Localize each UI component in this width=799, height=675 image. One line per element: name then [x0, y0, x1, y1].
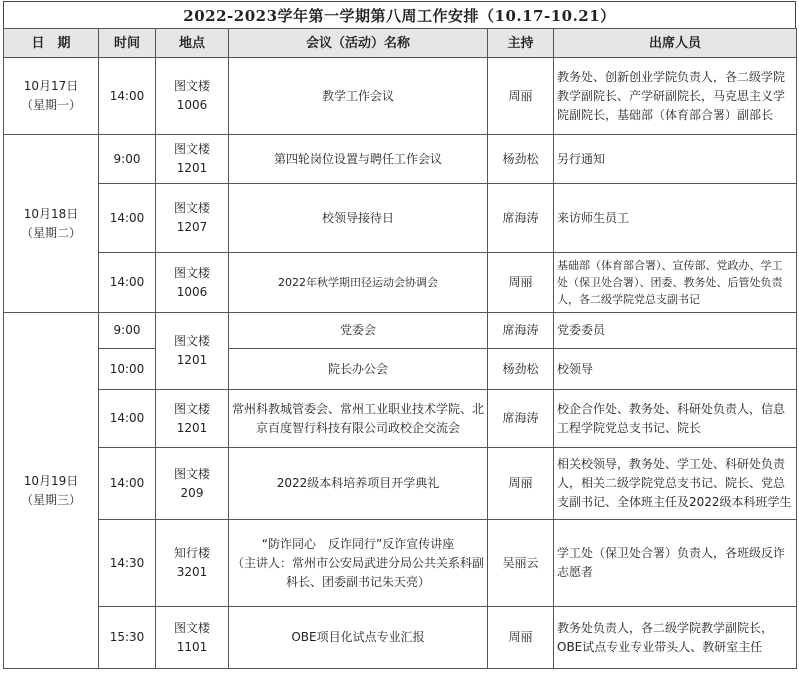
location-room: 1201 [176, 420, 208, 435]
meeting-cell: 第四轮岗位设置与聘任工作会议 [229, 135, 488, 184]
attendees-cell: 另行通知 [554, 135, 797, 184]
host-cell: 席海涛 [488, 313, 554, 349]
meeting-cell: 教学工作会议 [229, 58, 488, 135]
host-cell: 席海涛 [488, 390, 554, 448]
day-weekday: （星期一） [20, 98, 81, 112]
table-row [4, 607, 797, 669]
location-room: 1207 [176, 220, 208, 234]
header-time: 时间 [99, 29, 156, 58]
host-cell: 周丽 [488, 58, 554, 135]
location-building: 图文楼 [173, 401, 210, 416]
day-cell [4, 58, 99, 135]
meeting-cell: 党委会 [229, 313, 488, 349]
meeting-cell: 2022年秋学期田径运动会协调会 [229, 253, 488, 313]
location-cell [156, 253, 229, 313]
table-row [4, 313, 797, 349]
location-room: 1201 [176, 353, 208, 367]
table-row [4, 135, 797, 184]
location-building: 图文楼 [173, 466, 210, 481]
header-attendees: 出席人员 [554, 29, 797, 58]
location-room: 1006 [176, 98, 208, 112]
location-cell [156, 313, 229, 390]
attendees-cell: 相关校领导，教务处、学工处、科研处负责人，相关二级学院党总支书记、院长、党总支副书记、全体班主任及2022级本科班学生 [554, 448, 797, 520]
location-room: 209 [180, 485, 204, 500]
attendees-cell: 党委委员 [554, 313, 797, 349]
host-cell: 周丽 [488, 253, 554, 313]
host-cell: 席海涛 [488, 184, 554, 253]
day-date: 10月19日 [23, 473, 79, 488]
location-building: 图文楼 [173, 334, 210, 348]
location-building: 图文楼 [173, 265, 210, 280]
location-room: 1201 [176, 161, 208, 175]
time-cell: 14:00 [99, 184, 156, 253]
table-row [4, 253, 797, 313]
time-cell: 15:30 [99, 607, 156, 669]
header-host: 主持 [488, 29, 554, 58]
attendees-cell: 校领导 [554, 349, 797, 390]
table-row [4, 520, 797, 607]
location-cell [156, 135, 229, 184]
location-room: 1101 [176, 639, 208, 654]
time-cell: 14:00 [99, 58, 156, 135]
table-row [4, 58, 797, 135]
host-cell: 杨劲松 [488, 135, 554, 184]
meeting-cell: OBE项目化试点专业汇报 [229, 607, 488, 669]
day-date: 10月17日 [23, 79, 79, 93]
time-cell: 14:30 [99, 520, 156, 607]
meeting-speaker: （主讲人：常州市公安局武进分局公共关系科副科长、团委副书记朱天亮） [232, 555, 485, 589]
schedule-table [3, 28, 797, 669]
host-cell: 吴丽云 [488, 520, 554, 607]
host-cell: 杨劲松 [488, 349, 554, 390]
attendees-cell: 学工处（保卫处合署）负责人，各班级反诈志愿者 [554, 520, 797, 607]
location-building: 图文楼 [173, 201, 210, 215]
header-date: 日 期 [4, 29, 99, 58]
header-location: 地点 [156, 29, 229, 58]
host-cell: 周丽 [488, 607, 554, 669]
meeting-cell: 2022级本科培养项目开学典礼 [229, 448, 488, 520]
time-cell: 14:00 [99, 390, 156, 448]
location-cell [156, 448, 229, 520]
table-row [4, 390, 797, 448]
meeting-title: “防诈同心 反诈同行”反诈宣传讲座 [261, 536, 455, 551]
attendees-cell: 教务处负责人，各二级学院教学副院长，OBE试点专业专业带头人、教研室主任 [554, 607, 797, 669]
meeting-cell [229, 520, 488, 607]
meeting-cell: 院长办公会 [229, 349, 488, 390]
host-cell: 周丽 [488, 448, 554, 520]
attendees-cell: 教务处、创新创业学院负责人，各二级学院教学副院长、产学研副院长，马克思主义学院副院长，基础部（体育部合署）副部长 [554, 58, 797, 135]
table-header-row [4, 29, 797, 58]
day-cell [4, 313, 99, 669]
location-cell [156, 390, 229, 448]
time-cell: 9:00 [99, 313, 156, 349]
time-cell: 9:00 [99, 135, 156, 184]
location-building: 图文楼 [173, 620, 210, 635]
table-row [4, 349, 797, 390]
location-room: 3201 [176, 565, 208, 579]
table-row [4, 448, 797, 520]
attendees-cell: 校企合作处、教务处、科研处负责人，信息工程学院党总支书记、院长 [554, 390, 797, 448]
location-cell [156, 184, 229, 253]
day-date: 10月18日 [23, 206, 79, 221]
location-cell [156, 520, 229, 607]
header-meeting: 会议（活动）名称 [229, 29, 488, 58]
attendees-cell: 基础部（体育部合署）、宣传部、党政办、学工处（保卫处合署）、团委、教务处、后管处负责人，各二级学院党总支副书记 [554, 253, 797, 313]
location-building: 知行楼 [173, 546, 210, 560]
time-cell: 10:00 [99, 349, 156, 390]
meeting-cell: 常州科教城管委会、常州工业职业技术学院、北京百度智行科技有限公司政校企交流会 [229, 390, 488, 448]
location-room: 1006 [176, 284, 208, 299]
day-weekday: （星期二） [20, 225, 81, 240]
time-cell: 14:00 [99, 253, 156, 313]
day-cell [4, 135, 99, 313]
location-cell [156, 58, 229, 135]
table-row [4, 184, 797, 253]
location-cell [156, 607, 229, 669]
time-cell: 14:00 [99, 448, 156, 520]
meeting-cell: 校领导接待日 [229, 184, 488, 253]
location-building: 图文楼 [173, 79, 210, 93]
attendees-cell: 来访师生员工 [554, 184, 797, 253]
location-building: 图文楼 [173, 142, 210, 156]
page-title: 2022-2023学年第一学期第八周工作安排（10.17-10.21） [3, 1, 796, 29]
day-weekday: （星期三） [20, 492, 81, 507]
